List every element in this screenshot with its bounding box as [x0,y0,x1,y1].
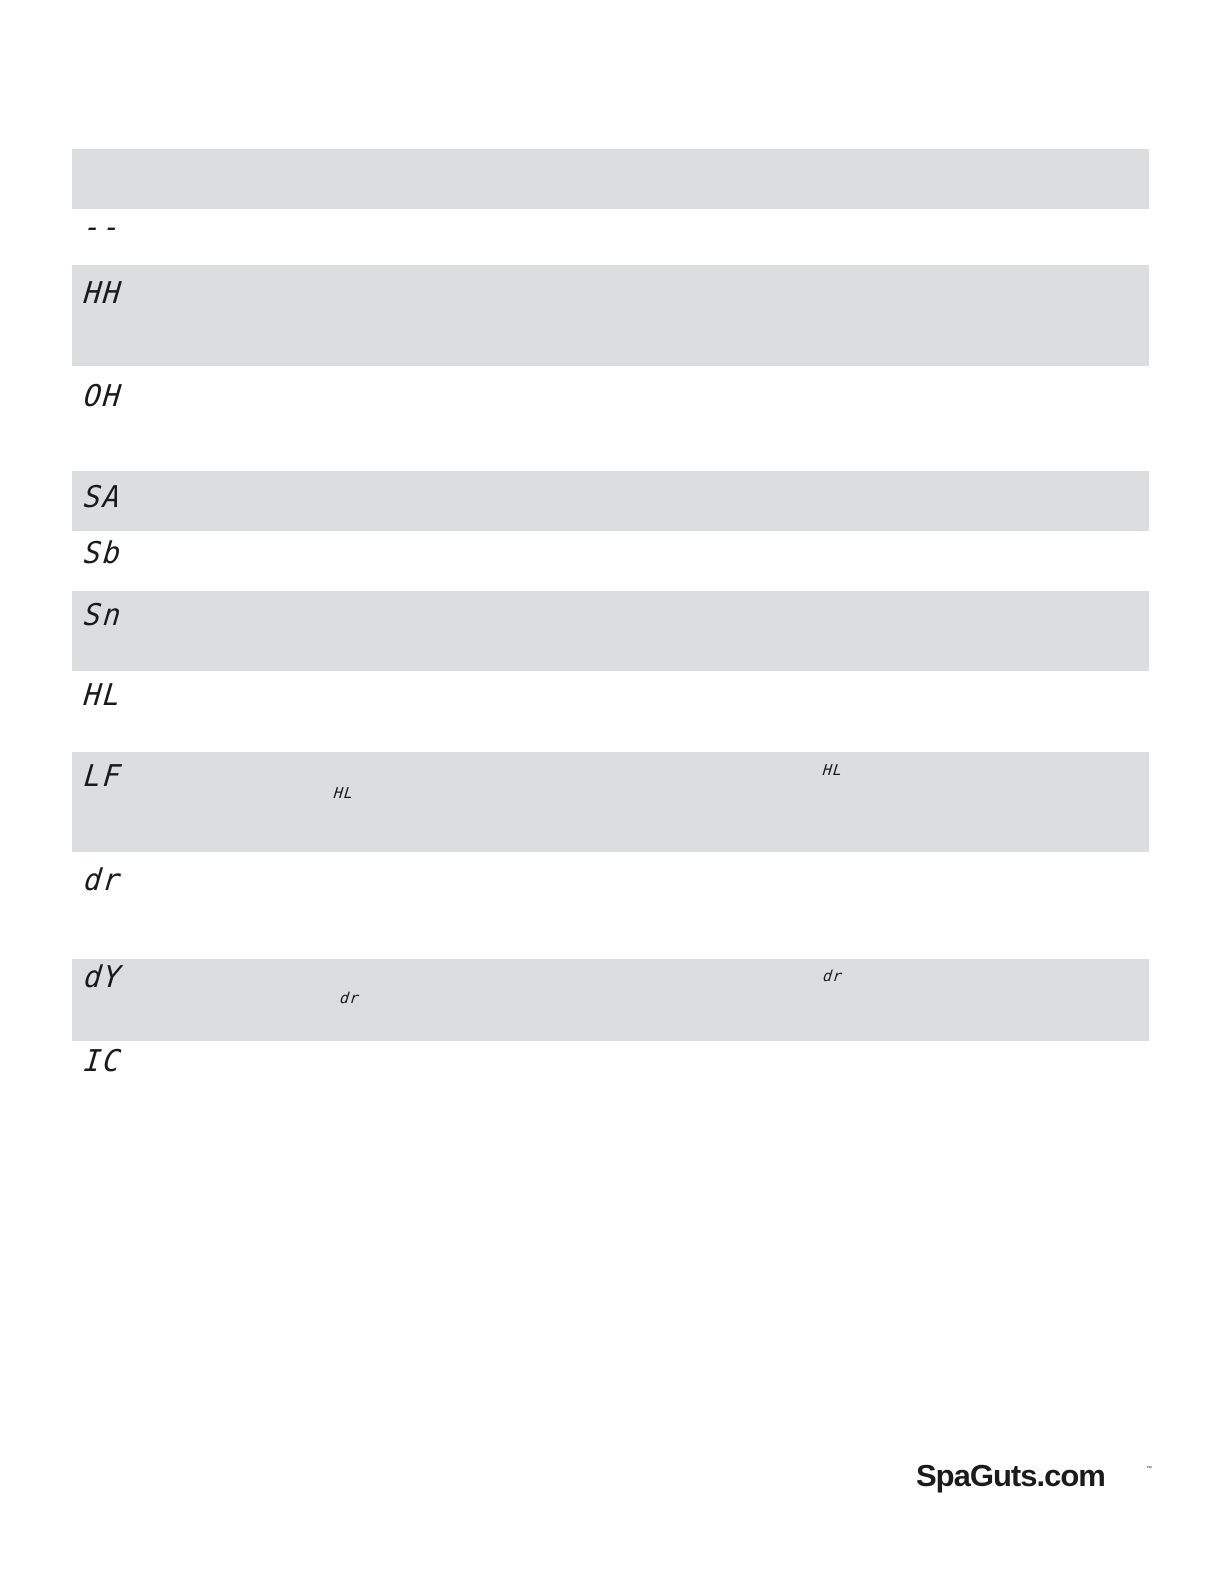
error-code: Sb [82,536,125,571]
table-row [72,752,1149,852]
table-row [72,591,1149,671]
table-row [72,531,1149,591]
table-row [72,471,1149,531]
inline-code-ref: HL [333,784,356,802]
error-code: Sn [82,598,125,633]
error-code: dr [82,863,125,898]
error-code: OH [82,379,125,414]
table-header-row [72,149,1149,209]
inline-code-ref: HL [822,761,845,779]
table-row [72,852,1149,959]
spaguts-logo: SpaGuts.com [916,1458,1105,1493]
error-code: HH [82,276,125,311]
error-code: SA [82,480,125,515]
table-row [72,1041,1149,1091]
error-code: IC [82,1044,125,1079]
error-code: -- [82,210,125,245]
table-row [72,959,1149,1041]
inline-code-ref: dr [822,967,845,985]
inline-code-ref: dr [339,989,362,1007]
trademark-mark: ™ [1146,1466,1152,1472]
error-code: LF [82,759,125,794]
error-code: dY [82,960,125,995]
table-row [72,209,1149,265]
error-code: HL [82,678,125,713]
table-row [72,366,1149,471]
table-row [72,265,1149,366]
error-code-table [72,149,1149,1091]
table-row [72,671,1149,752]
